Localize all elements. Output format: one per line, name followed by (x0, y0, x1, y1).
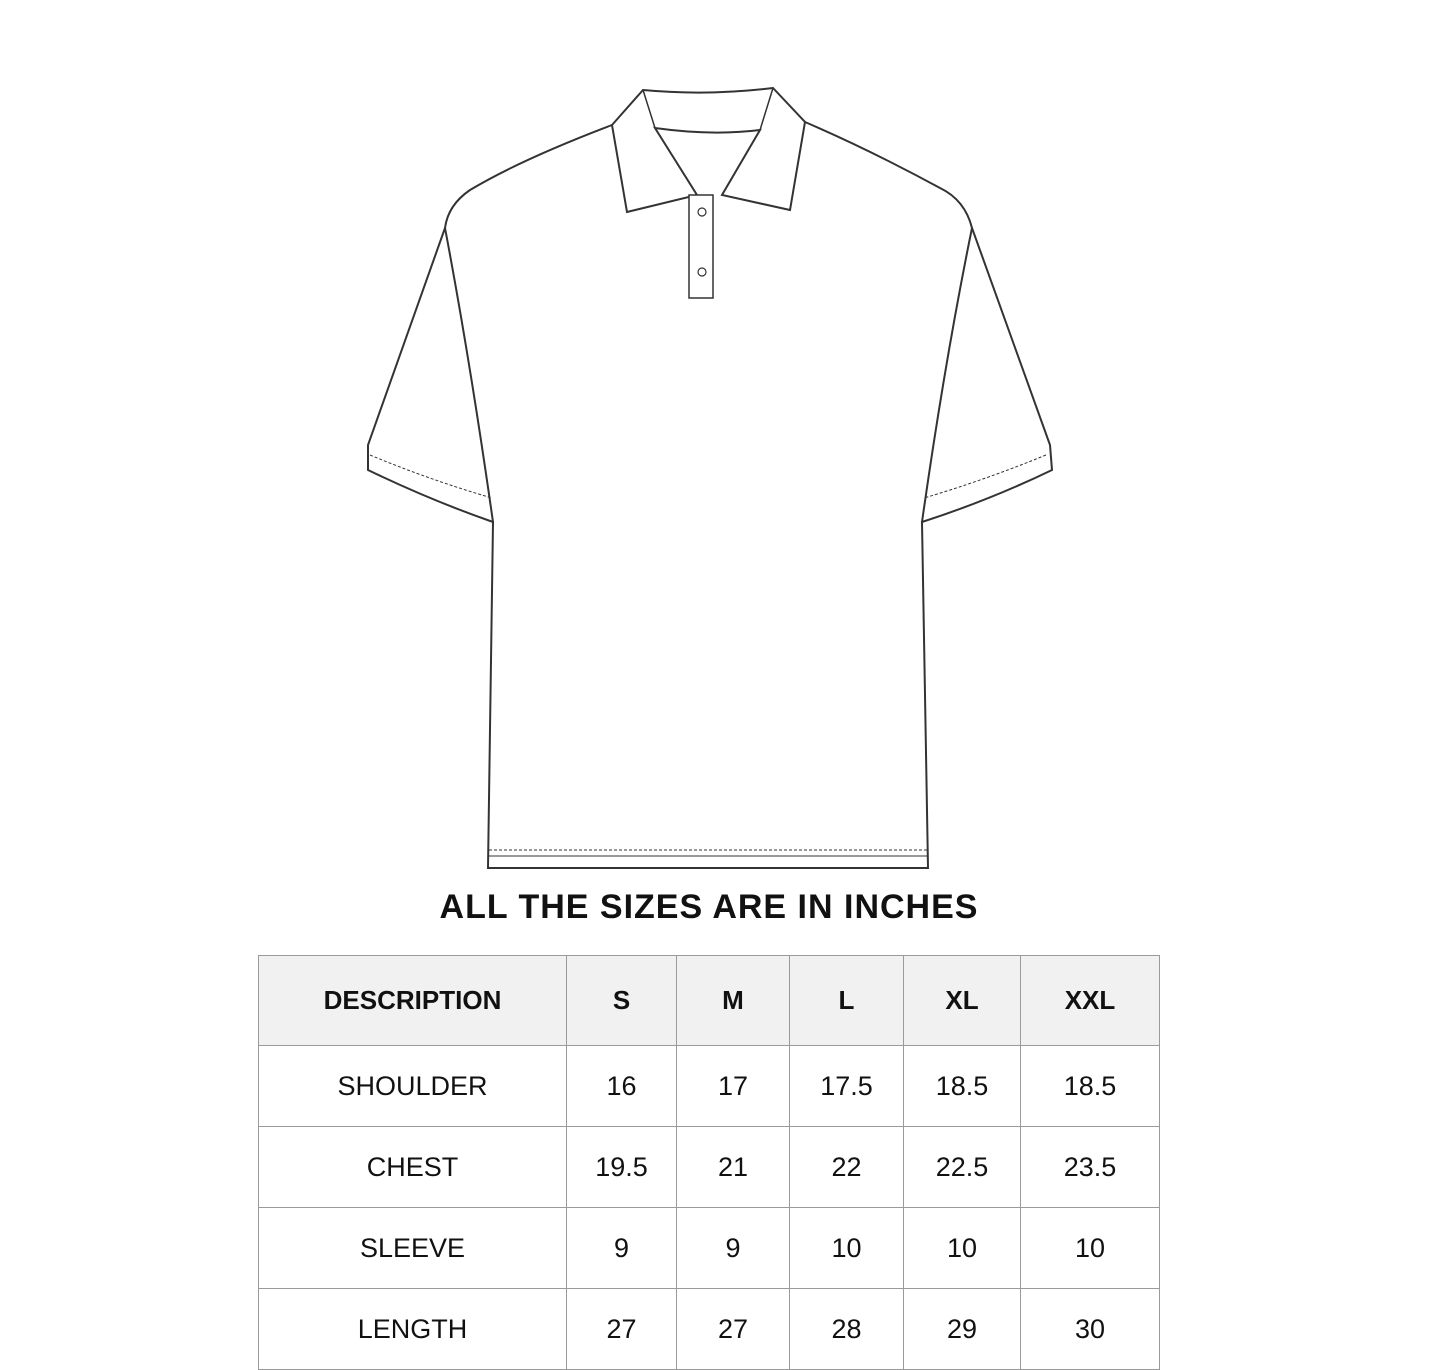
size-value: 27 (567, 1289, 677, 1370)
row-label: SLEEVE (259, 1208, 567, 1289)
row-label: SHOULDER (259, 1046, 567, 1127)
size-value: 29 (904, 1289, 1021, 1370)
size-value: 27 (677, 1289, 790, 1370)
size-value: 30 (1021, 1289, 1160, 1370)
column-header: M (677, 956, 790, 1046)
size-value: 18.5 (904, 1046, 1021, 1127)
size-value: 9 (677, 1208, 790, 1289)
size-value: 10 (790, 1208, 904, 1289)
size-value: 22 (790, 1127, 904, 1208)
size-value: 28 (790, 1289, 904, 1370)
units-note: ALL THE SIZES ARE IN INCHES (439, 888, 979, 926)
table-row (259, 1127, 1160, 1208)
table-header-row (259, 956, 1160, 1046)
column-header: XL (904, 956, 1021, 1046)
size-value: 17.5 (790, 1046, 904, 1127)
column-header: L (790, 956, 904, 1046)
size-value: 22.5 (904, 1127, 1021, 1208)
size-value: 17 (677, 1046, 790, 1127)
size-value: 9 (567, 1208, 677, 1289)
row-label: LENGTH (259, 1289, 567, 1370)
size-value: 23.5 (1021, 1127, 1160, 1208)
column-header: XXL (1021, 956, 1160, 1046)
column-header: DESCRIPTION (259, 956, 567, 1046)
size-value: 10 (1021, 1208, 1160, 1289)
row-label: CHEST (259, 1127, 567, 1208)
column-header: S (567, 956, 677, 1046)
size-value: 21 (677, 1127, 790, 1208)
size-value: 18.5 (1021, 1046, 1160, 1127)
size-value: 19.5 (567, 1127, 677, 1208)
size-value: 10 (904, 1208, 1021, 1289)
table-row (259, 1046, 1160, 1127)
table-row (259, 1208, 1160, 1289)
table-row (259, 1289, 1160, 1370)
size-chart-table (258, 955, 1160, 1370)
size-value: 16 (567, 1046, 677, 1127)
